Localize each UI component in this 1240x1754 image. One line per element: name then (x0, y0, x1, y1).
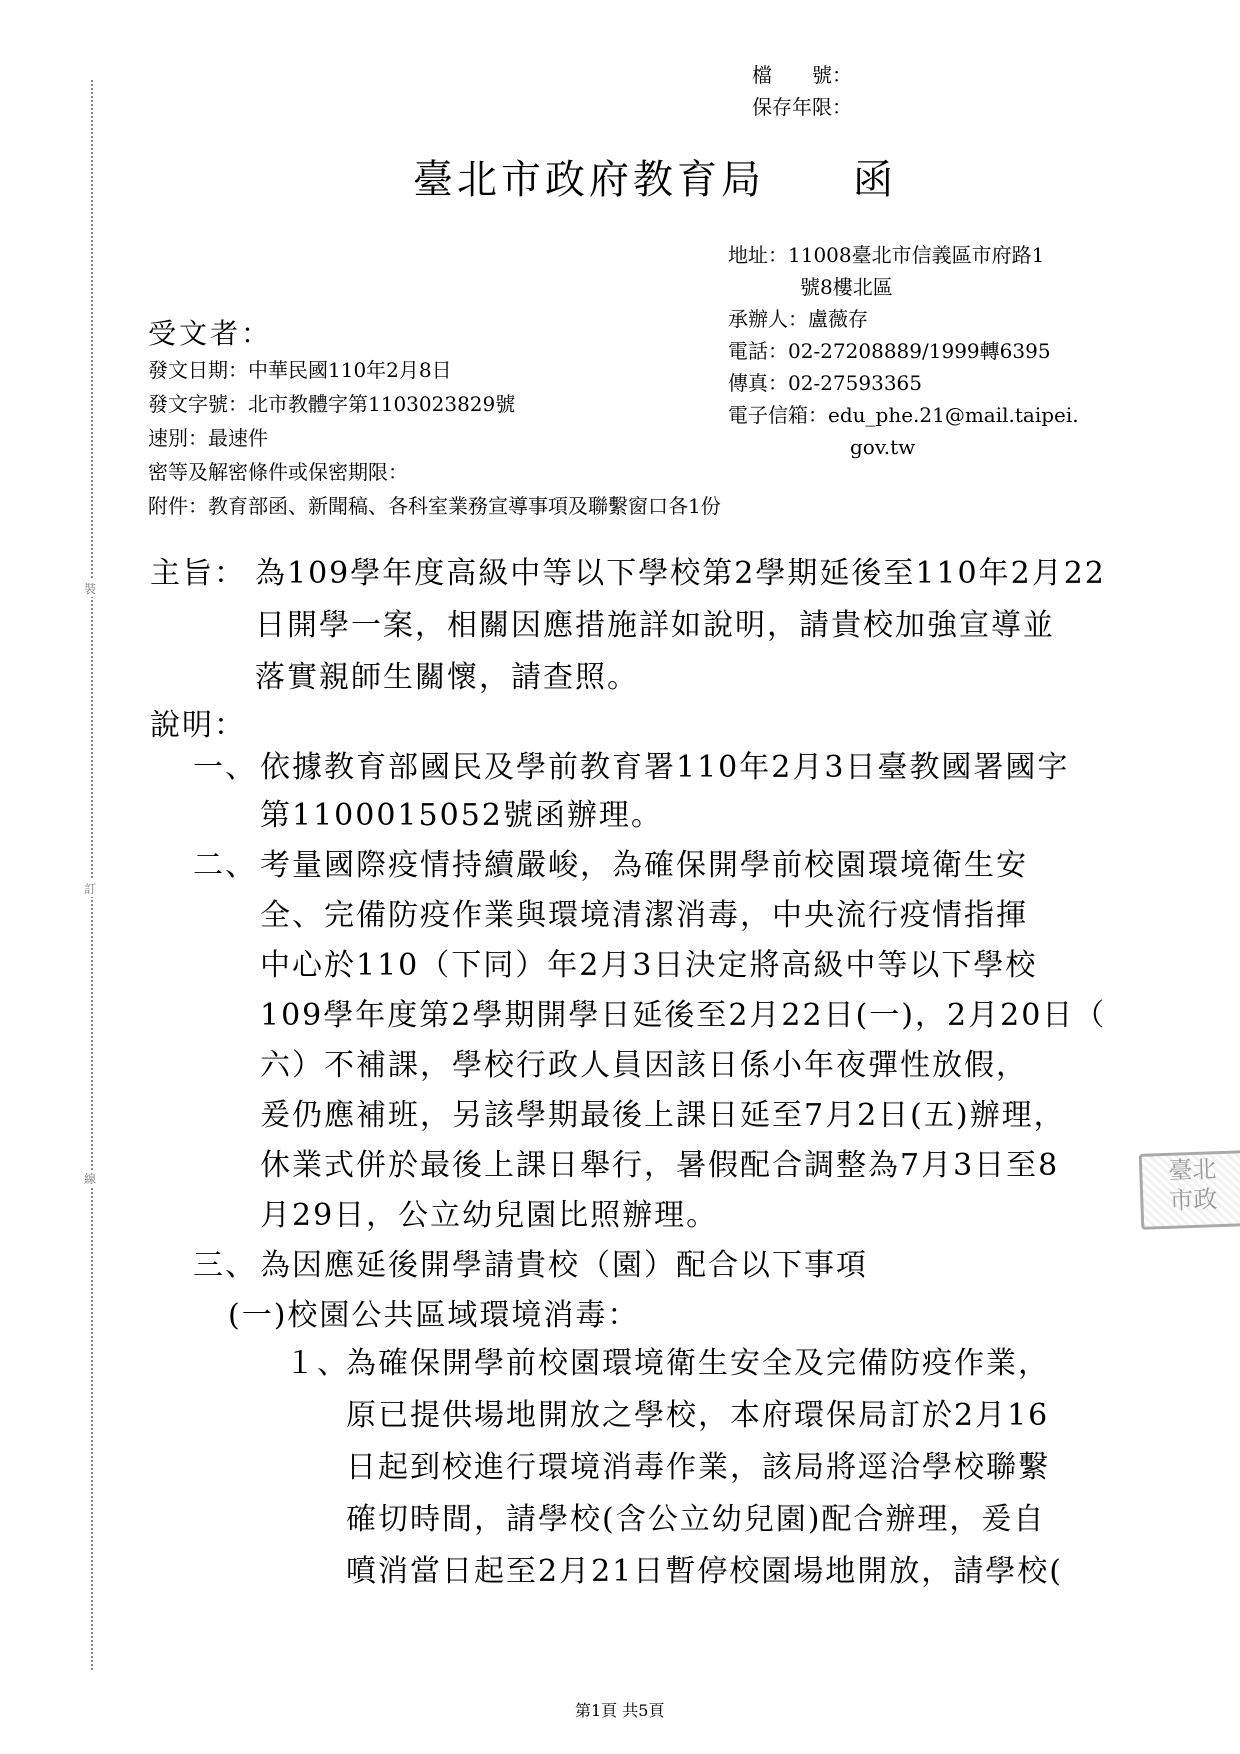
item2-line: 休業式併於最後上課日舉行，暑假配合調整為7月3日至8 (260, 1148, 1060, 1183)
contact-address-line1: 地址：11008臺北市信義區市府路1 (728, 243, 1045, 267)
item2-line: 109學年度第2學期開學日延後至2月22日(一)，2月20日（ (260, 998, 1107, 1033)
item1-line: 依據教育部國民及學前教育署110年2月3日臺教國署國字 (260, 750, 1070, 785)
binding-line (91, 80, 93, 1670)
item3-line: 為因應延後開學請貴校（園）配合以下事項 (260, 1248, 868, 1283)
item2-line: 考量國際疫情持續嚴峻，為確保開學前校園環境衛生安 (260, 848, 1028, 883)
page-number: 第1頁 共5頁 (575, 1701, 665, 1720)
seal-text-line1: 臺北 (1167, 1155, 1217, 1185)
subject-label: 主旨： (150, 556, 246, 591)
meta-secrecy: 密等及解密條件或保密期限： (148, 460, 408, 484)
subject-line: 為109學年度高級中等以下學校第2學期延後至110年2月22 (255, 556, 1106, 591)
item1-line: 第1100015052號函辦理。 (260, 798, 663, 833)
item3-sub1: (一)校園公共區域環境消毒： (228, 1298, 640, 1333)
meta-attachment: 附件：教育部函、新聞稿、各科室業務宣導事項及聯繫窗口各1份 (148, 494, 721, 518)
item2-line: 六）不補課，學校行政人員因該日係小年夜彈性放假， (260, 1048, 1028, 1083)
subject-line: 日開學一案，相關因應措施詳如說明，請貴校加強宣導並 (255, 608, 1055, 643)
item3-sub1-item1-marker: １、 (285, 1346, 349, 1381)
item3-sub1-item1-line: 日起到校進行環境消毒作業，該局將逕洽學校聯繫 (346, 1450, 1050, 1485)
item3-sub1-item1-line: 噴消當日起至2月21日暫停校園場地開放，請學校( (346, 1554, 1063, 1589)
contact-fax: 傳真：02-27593365 (728, 371, 923, 395)
item3-marker: 三、 (193, 1248, 257, 1283)
item2-line: 月29日，公立幼兒園比照辦理。 (260, 1198, 719, 1233)
seal-text-line2: 市政 (1168, 1185, 1218, 1215)
file-number-label: 檔 號： (752, 63, 852, 87)
item3-sub1-item1-line: 確切時間，請學校(含公立幼兒園)配合辦理，爰自 (346, 1502, 1046, 1537)
item2-line: 全、完備防疫作業與環境清潔消毒，中央流行疫情指揮 (260, 898, 1028, 933)
meta-doc-number: 發文字號：北市教體字第1103023829號 (148, 392, 516, 416)
item1-marker: 一、 (193, 750, 257, 785)
subject-line: 落實親師生關懷，請查照。 (255, 660, 639, 695)
binding-mark-zhuang: 裝 (84, 582, 97, 596)
binding-mark-xian: 線 (84, 1172, 97, 1186)
contact-phone: 電話：02-27208889/1999轉6395 (728, 339, 1051, 363)
contact-email-line2: gov.tw (850, 435, 916, 459)
item2-line: 爰仍應補班，另該學期最後上課日延至7月2日(五)辦理， (260, 1098, 1066, 1133)
explanation-label: 說明： (150, 708, 246, 743)
meta-speed: 速別：最速件 (148, 426, 268, 450)
meta-date: 發文日期：中華民國110年2月8日 (148, 358, 452, 382)
document-title: 臺北市政府教育局 函 (413, 157, 897, 203)
recipient-label: 受文者： (148, 317, 273, 350)
item2-line: 中心於110（下同）年2月3日決定將高級中等以下學校 (260, 948, 1038, 983)
contact-email-line1: 電子信箱：edu_phe.21@mail.taipei. (728, 403, 1079, 427)
item3-sub1-item1-line: 為確保開學前校園環境衛生安全及完備防疫作業， (346, 1346, 1050, 1381)
item2-marker: 二、 (193, 848, 257, 883)
item3-sub1-item1-line: 原已提供場地開放之學校，本府環保局訂於2月16 (346, 1398, 1050, 1433)
retention-label: 保存年限： (752, 95, 852, 119)
official-seal (1139, 1150, 1240, 1230)
contact-address-line2: 號8樓北區 (800, 275, 893, 299)
contact-handler: 承辦人：盧薇存 (728, 307, 868, 331)
binding-mark-ding: 訂 (84, 882, 97, 896)
